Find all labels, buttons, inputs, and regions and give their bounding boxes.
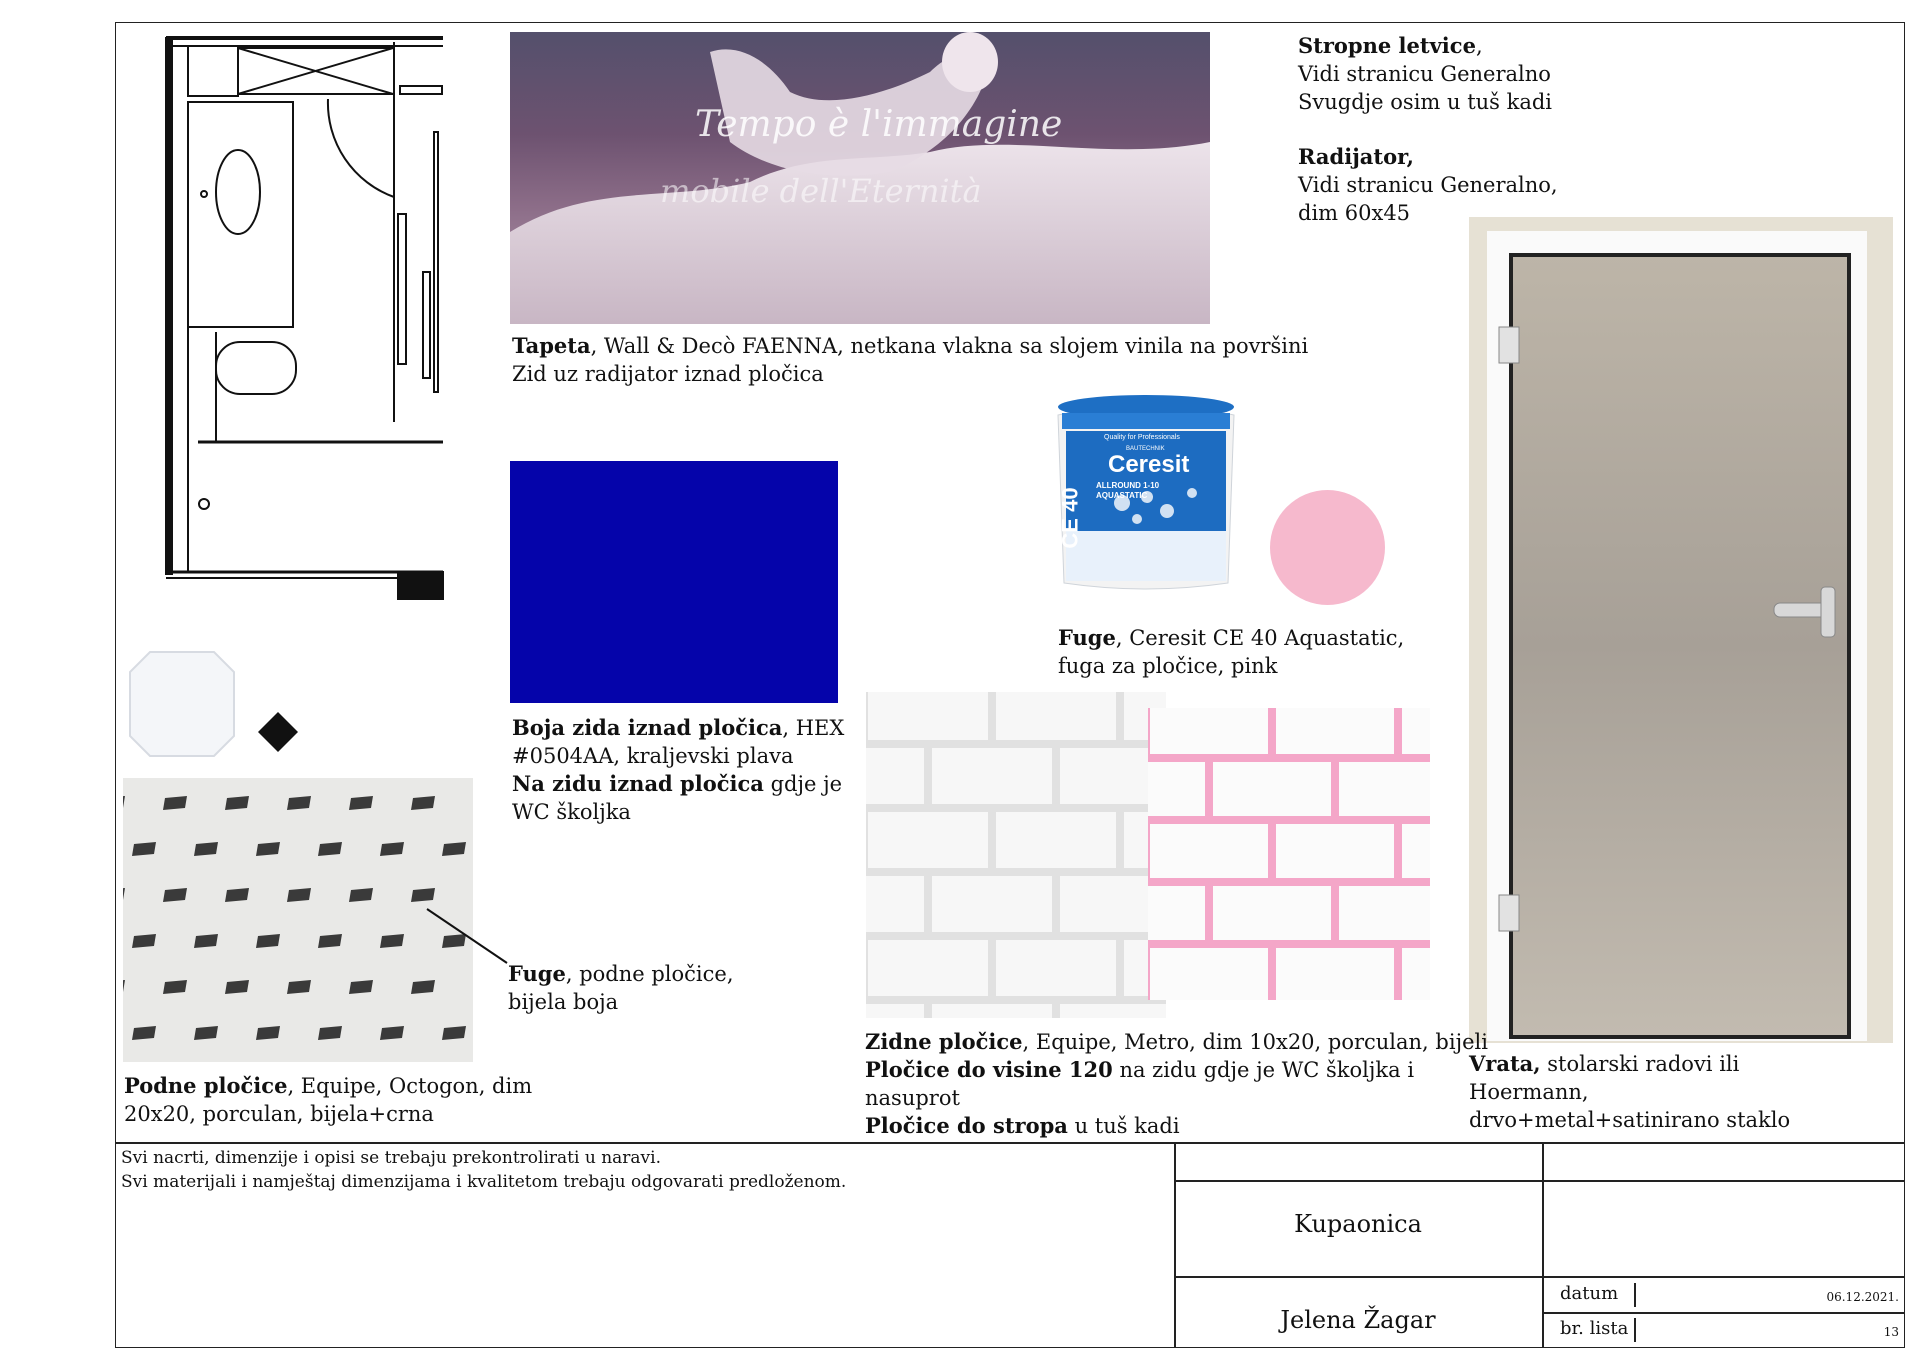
octagon-white-tile — [128, 650, 236, 758]
boja-zida-caption: Boja zida iznad pločica, HEX — [512, 715, 845, 740]
fuge-caption-line2: fuga za pločice, pink — [1058, 654, 1278, 678]
datum-label: datum — [1560, 1283, 1619, 1304]
vrata-caption-line2: Hoermann, — [1469, 1080, 1589, 1104]
floor-plan — [158, 32, 448, 600]
datum-value: 06.12.2021. — [1826, 1290, 1899, 1304]
title-block-row-line-2 — [1174, 1276, 1905, 1278]
zidne-plocice-line4: Pločice do stropa u tuš kadi — [865, 1113, 1180, 1138]
bucket-product-code: CE 40 — [1057, 487, 1083, 549]
bucket-brand: Ceresit — [1108, 451, 1190, 478]
bucket-sub-brand: BAUTECHNIK — [1126, 446, 1165, 452]
wallpaper-image — [510, 32, 1210, 324]
royal-blue-swatch — [510, 461, 838, 703]
fuge-floor-caption: Fuge, podne pločice, — [508, 961, 734, 986]
tapeta-caption-line2: Zid uz radijator iznad pločica — [512, 362, 824, 386]
radijator-label: Radijator, — [1298, 144, 1414, 169]
white-metro-tiles-photo — [866, 692, 1166, 1018]
radijator-line2: Vidi stranicu Generalno, — [1298, 173, 1558, 197]
boja-zida-line3: Na zidu iznad pločica gdje je — [512, 771, 843, 796]
title-block-row-line — [1174, 1180, 1905, 1182]
ceresit-bucket-image — [1052, 393, 1240, 593]
podne-plocice-line2: 20x20, porculan, bijela+crna — [124, 1102, 434, 1126]
radijator-line3: dim 60x45 — [1298, 201, 1411, 225]
list-value: 13 — [1883, 1325, 1899, 1339]
title-block-divider-2 — [1542, 1142, 1544, 1348]
stropne-letvice-label: Stropne letvice, — [1298, 33, 1483, 58]
list-tick — [1634, 1318, 1636, 1342]
title-block-row-line-3 — [1542, 1312, 1905, 1314]
note-line-1: Svi nacrti, dimenzije i opisi se trebaju prekontrolirati u naravi. — [121, 1148, 661, 1168]
zidne-plocice-line2: Pločice do visine 120 na zidu gdje je WC školjka i — [865, 1057, 1415, 1082]
fuge-floor-line2: bijela boja — [508, 990, 619, 1014]
stropne-letvice-line3: Svugdje osim u tuš kadi — [1298, 90, 1553, 114]
vrata-caption: Vrata, stolarski radovi ili — [1469, 1051, 1740, 1076]
leader-line — [425, 905, 510, 965]
note-line-2: Svi materijali i namještaj dimenzijama i kvalitetom trebaju odgovarati predloženom. — [121, 1172, 847, 1192]
room-name: Kupaonica — [1294, 1210, 1422, 1238]
wallpaper-script-line1: Tempo è l'immagine — [695, 104, 1063, 145]
datum-tick — [1634, 1283, 1636, 1307]
author-name: Jelena Žagar — [1280, 1306, 1436, 1334]
black-square-insert-tile — [258, 712, 298, 752]
fuge-caption: Fuge, Ceresit CE 40 Aquastatic, — [1058, 625, 1405, 650]
pink-grout-tiles-photo — [1148, 708, 1430, 1000]
pink-grout-swatch — [1270, 490, 1385, 605]
tapeta-caption: Tapeta, Wall & Decò FAENNA, netkana vlakna sa slojem vinila na površini — [512, 333, 1309, 358]
door-image — [1469, 217, 1893, 1043]
tick — [1542, 1142, 1544, 1166]
floor-tiles-photo — [123, 778, 473, 1062]
stropne-letvice-line2: Vidi stranicu Generalno — [1298, 62, 1551, 86]
title-block-top-line — [115, 1142, 1905, 1144]
list-label: br. lista — [1560, 1318, 1629, 1339]
vrata-caption-line3: drvo+metal+satinirano staklo — [1469, 1108, 1791, 1132]
zidne-plocice-line3: nasuprot — [865, 1086, 960, 1110]
zidne-plocice-caption: Zidne pločice, Equipe, Metro, dim 10x20, porculan, bijeli — [865, 1029, 1488, 1054]
podne-plocice-caption: Podne pločice, Equipe, Octogon, dim — [124, 1073, 533, 1098]
wallpaper-script-line2: mobile dell'Eternità — [660, 172, 982, 210]
boja-zida-line2: #0504AA, kraljevski plava — [512, 744, 794, 768]
bucket-description: ALLROUND 1-10 AQUASTATIC — [1096, 481, 1160, 500]
boja-zida-line4: WC školjka — [512, 800, 631, 824]
bucket-top-band: Quality for Professionals — [1104, 434, 1180, 441]
